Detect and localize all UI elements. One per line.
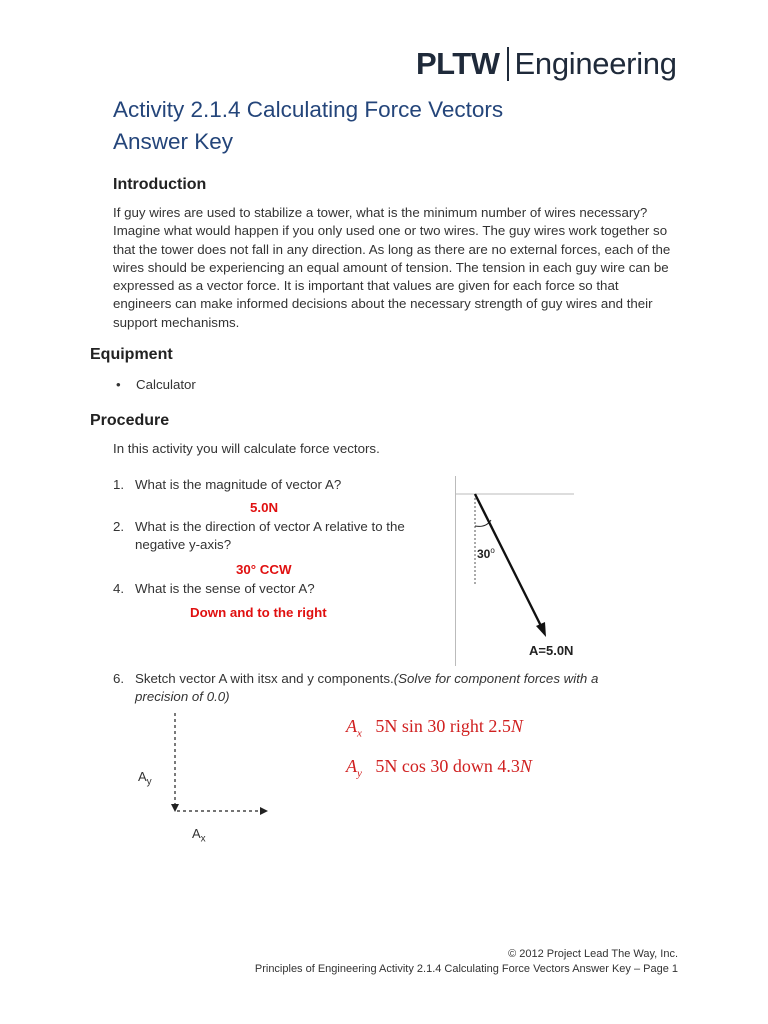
procedure-heading: Procedure bbox=[90, 412, 170, 429]
question-text: Sketch vector A with itsx and y components. bbox=[135, 671, 394, 686]
footer-copyright: © 2012 Project Lead The Way, Inc. bbox=[508, 948, 678, 960]
vector-diagram bbox=[455, 476, 586, 666]
question-text: What is the direction of vector A relative to the bbox=[135, 519, 405, 534]
question-text: What is the sense of vector A? bbox=[135, 581, 315, 596]
question-number: 4. bbox=[113, 581, 125, 596]
title-line-1: Activity 2.1.4 Calculating Force Vectors bbox=[113, 97, 504, 122]
vector-a-label: A=5.0N bbox=[529, 643, 574, 658]
introduction-text: If guy wires are used to stabilize a tower, what is the minimum number of wires necessary? Imagine what would happen if you only used one or two wires. The guy wires work together so that the tower does not fall in any direction. As long as there are no external forces, each of the wires should be experiencing an equal amount of tension. The tension in each guy wire can be expressed as a vector force. It is important that values are given for each force so that engineers can make informed decisions about the necessary strength of guy wires and their support mechanisms. bbox=[113, 205, 671, 330]
question-number: 2. bbox=[113, 519, 125, 534]
question-text-cont: negative y-axis? bbox=[135, 537, 232, 552]
question-6 bbox=[113, 670, 673, 706]
footer-line: Principles of Engineering Activity 2.1.4 Calculating Force Vectors Answer Key – Page 1 bbox=[254, 963, 678, 975]
equation-ay: $A_y$ 5N cos 30 down 4.3N bbox=[346, 756, 532, 780]
logo-divider bbox=[507, 47, 509, 81]
question-1 bbox=[113, 476, 341, 494]
pltw-logo bbox=[416, 46, 677, 82]
component-sketch bbox=[160, 710, 280, 820]
angle-label: 30$^o$ bbox=[477, 546, 495, 561]
ax-label: $A_x$ bbox=[192, 826, 206, 845]
equipment-heading: Equipment bbox=[90, 346, 173, 363]
vector-a-line bbox=[475, 494, 542, 628]
question-text-italic-cont: precision of 0.0) bbox=[135, 689, 230, 704]
title-line-2: Answer Key bbox=[113, 129, 234, 154]
logo-brand: PLTW bbox=[416, 46, 500, 81]
question-4 bbox=[113, 580, 315, 598]
ay-label: $A_y$ bbox=[138, 769, 152, 788]
answer-2: 30° CCW bbox=[236, 562, 292, 577]
bullet: • bbox=[116, 377, 121, 392]
question-text-italic: (Solve for component forces with a bbox=[393, 671, 599, 686]
question-number: 6. bbox=[113, 671, 125, 686]
ax-arrowhead bbox=[260, 807, 268, 815]
question-number: 1. bbox=[113, 477, 125, 492]
logo-suffix: Engineering bbox=[514, 46, 677, 81]
answer-1: 5.0N bbox=[250, 500, 279, 515]
vector-diagram-svg bbox=[456, 476, 586, 666]
answer-4: Down and to the right bbox=[190, 605, 327, 620]
introduction-heading: Introduction bbox=[113, 176, 207, 193]
procedure-intro: In this activity you will calculate force vectors. bbox=[113, 441, 380, 456]
question-text: What is the magnitude of vector A? bbox=[135, 477, 342, 492]
page-title bbox=[113, 94, 503, 158]
question-2 bbox=[113, 518, 405, 554]
equation-ax: $A_x$ 5N sin 30 right 2.5N bbox=[346, 716, 523, 740]
vector-a-arrowhead bbox=[536, 622, 546, 637]
equipment-item-label: Calculator bbox=[136, 377, 196, 392]
equipment-item bbox=[116, 376, 196, 394]
